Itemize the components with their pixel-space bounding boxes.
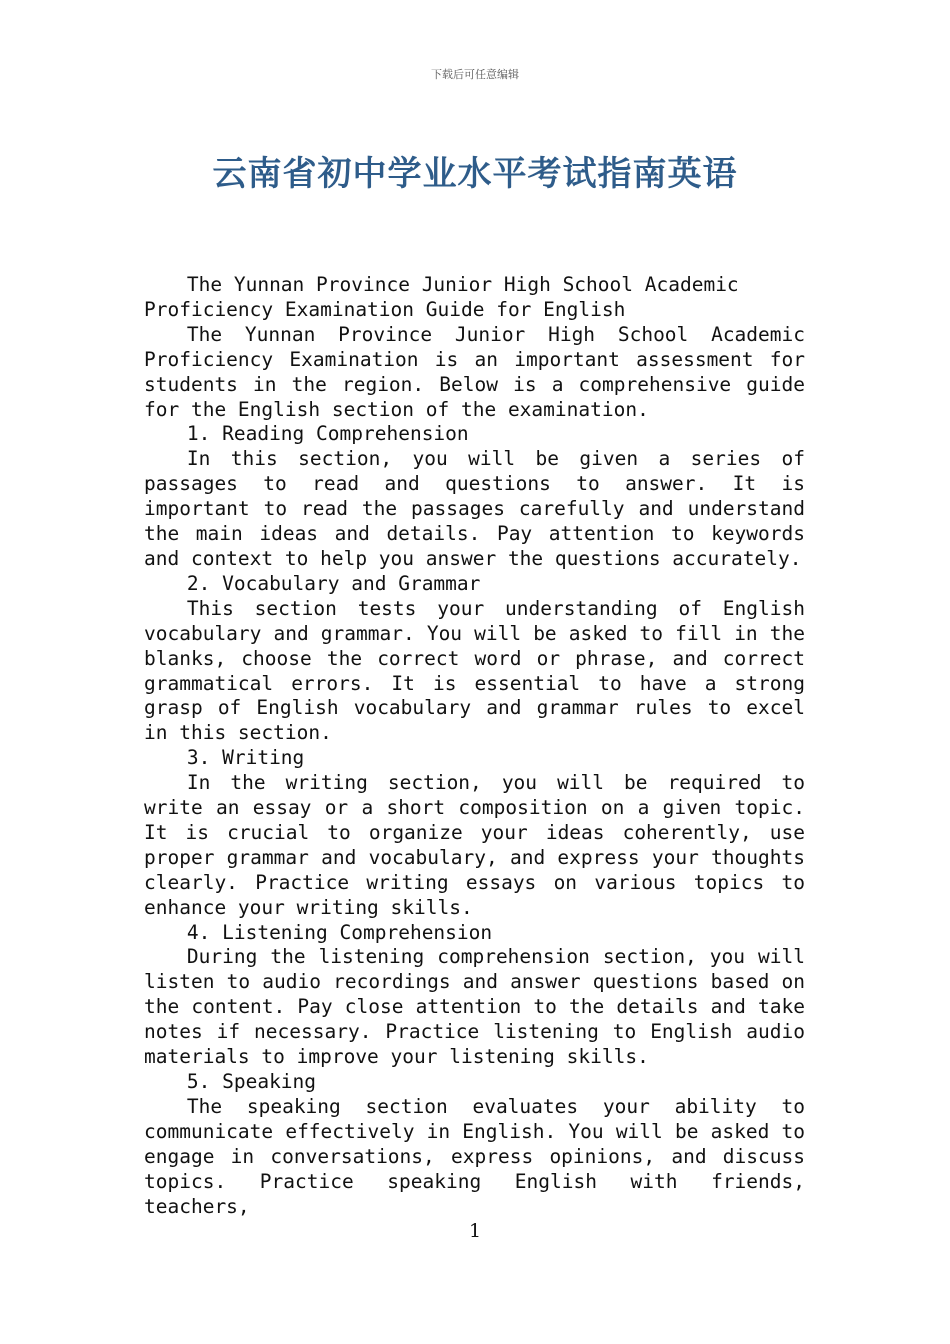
document-body	[144, 273, 805, 1219]
section-paragraph-vocabulary: This section tests your understanding of English vocabulary and grammar. You will be asked to fill in the blanks, choose the correct word or phrase, and correct grammatical errors. It is essential to have a strong grasp of English vocabulary and grammar rules to excel in this section.	[144, 596, 805, 745]
page-number: 1	[468, 1220, 482, 1242]
section-heading-speaking: 5. Speaking	[186, 1070, 317, 1093]
section-paragraph-writing: In the writing section, you will be required to write an essay or a short composition on a given topic. It is crucial to organize your ideas coherently, use proper grammar and vocabulary, and express your thoughts clearly. Practice writing essays on various topics to enhance your writing skills.	[144, 771, 805, 919]
section-heading-vocabulary: 2. Vocabulary and Grammar	[186, 571, 481, 595]
section-paragraph-listening: During the listening comprehension section, you will listen to audio recordings and answer questions based on the content. Pay close attention to the details and take notes if necessary. Practice listening to English audio materials to improve your listening skills.	[144, 945, 805, 1069]
section-heading-reading: 1. Reading Comprehension	[186, 422, 469, 446]
section-paragraph-reading: In this section, you will be given a series of passages to read and questions to answer. It is important to read the passages carefully and understand the main ideas and details. Pay attention to keywords and context to help you answer the questions accurately.	[144, 447, 805, 570]
document-subtitle: The Yunnan Province Junior High School Academic Proficiency Examination Guide for English	[144, 273, 739, 321]
section-paragraph-speaking: The speaking section evaluates your ability to communicate effectively in English. You will be asked to engage in conversations, express opinions, and discuss topics. Practice speaking English with friends, teachers,	[144, 1094, 805, 1218]
section-heading-listening: 4. Listening Comprehension	[186, 920, 493, 944]
page-title: 云南省初中学业水平考试指南英语	[212, 154, 738, 194]
section-heading-writing: 3. Writing	[186, 746, 305, 770]
intro-paragraph: The Yunnan Province Junior High School Academic Proficiency Examination is an important assessment for students in the region. Below is a comprehensive guide for the English section of the examination.	[144, 322, 805, 421]
header-note: 下载后可任意编辑	[431, 68, 519, 81]
